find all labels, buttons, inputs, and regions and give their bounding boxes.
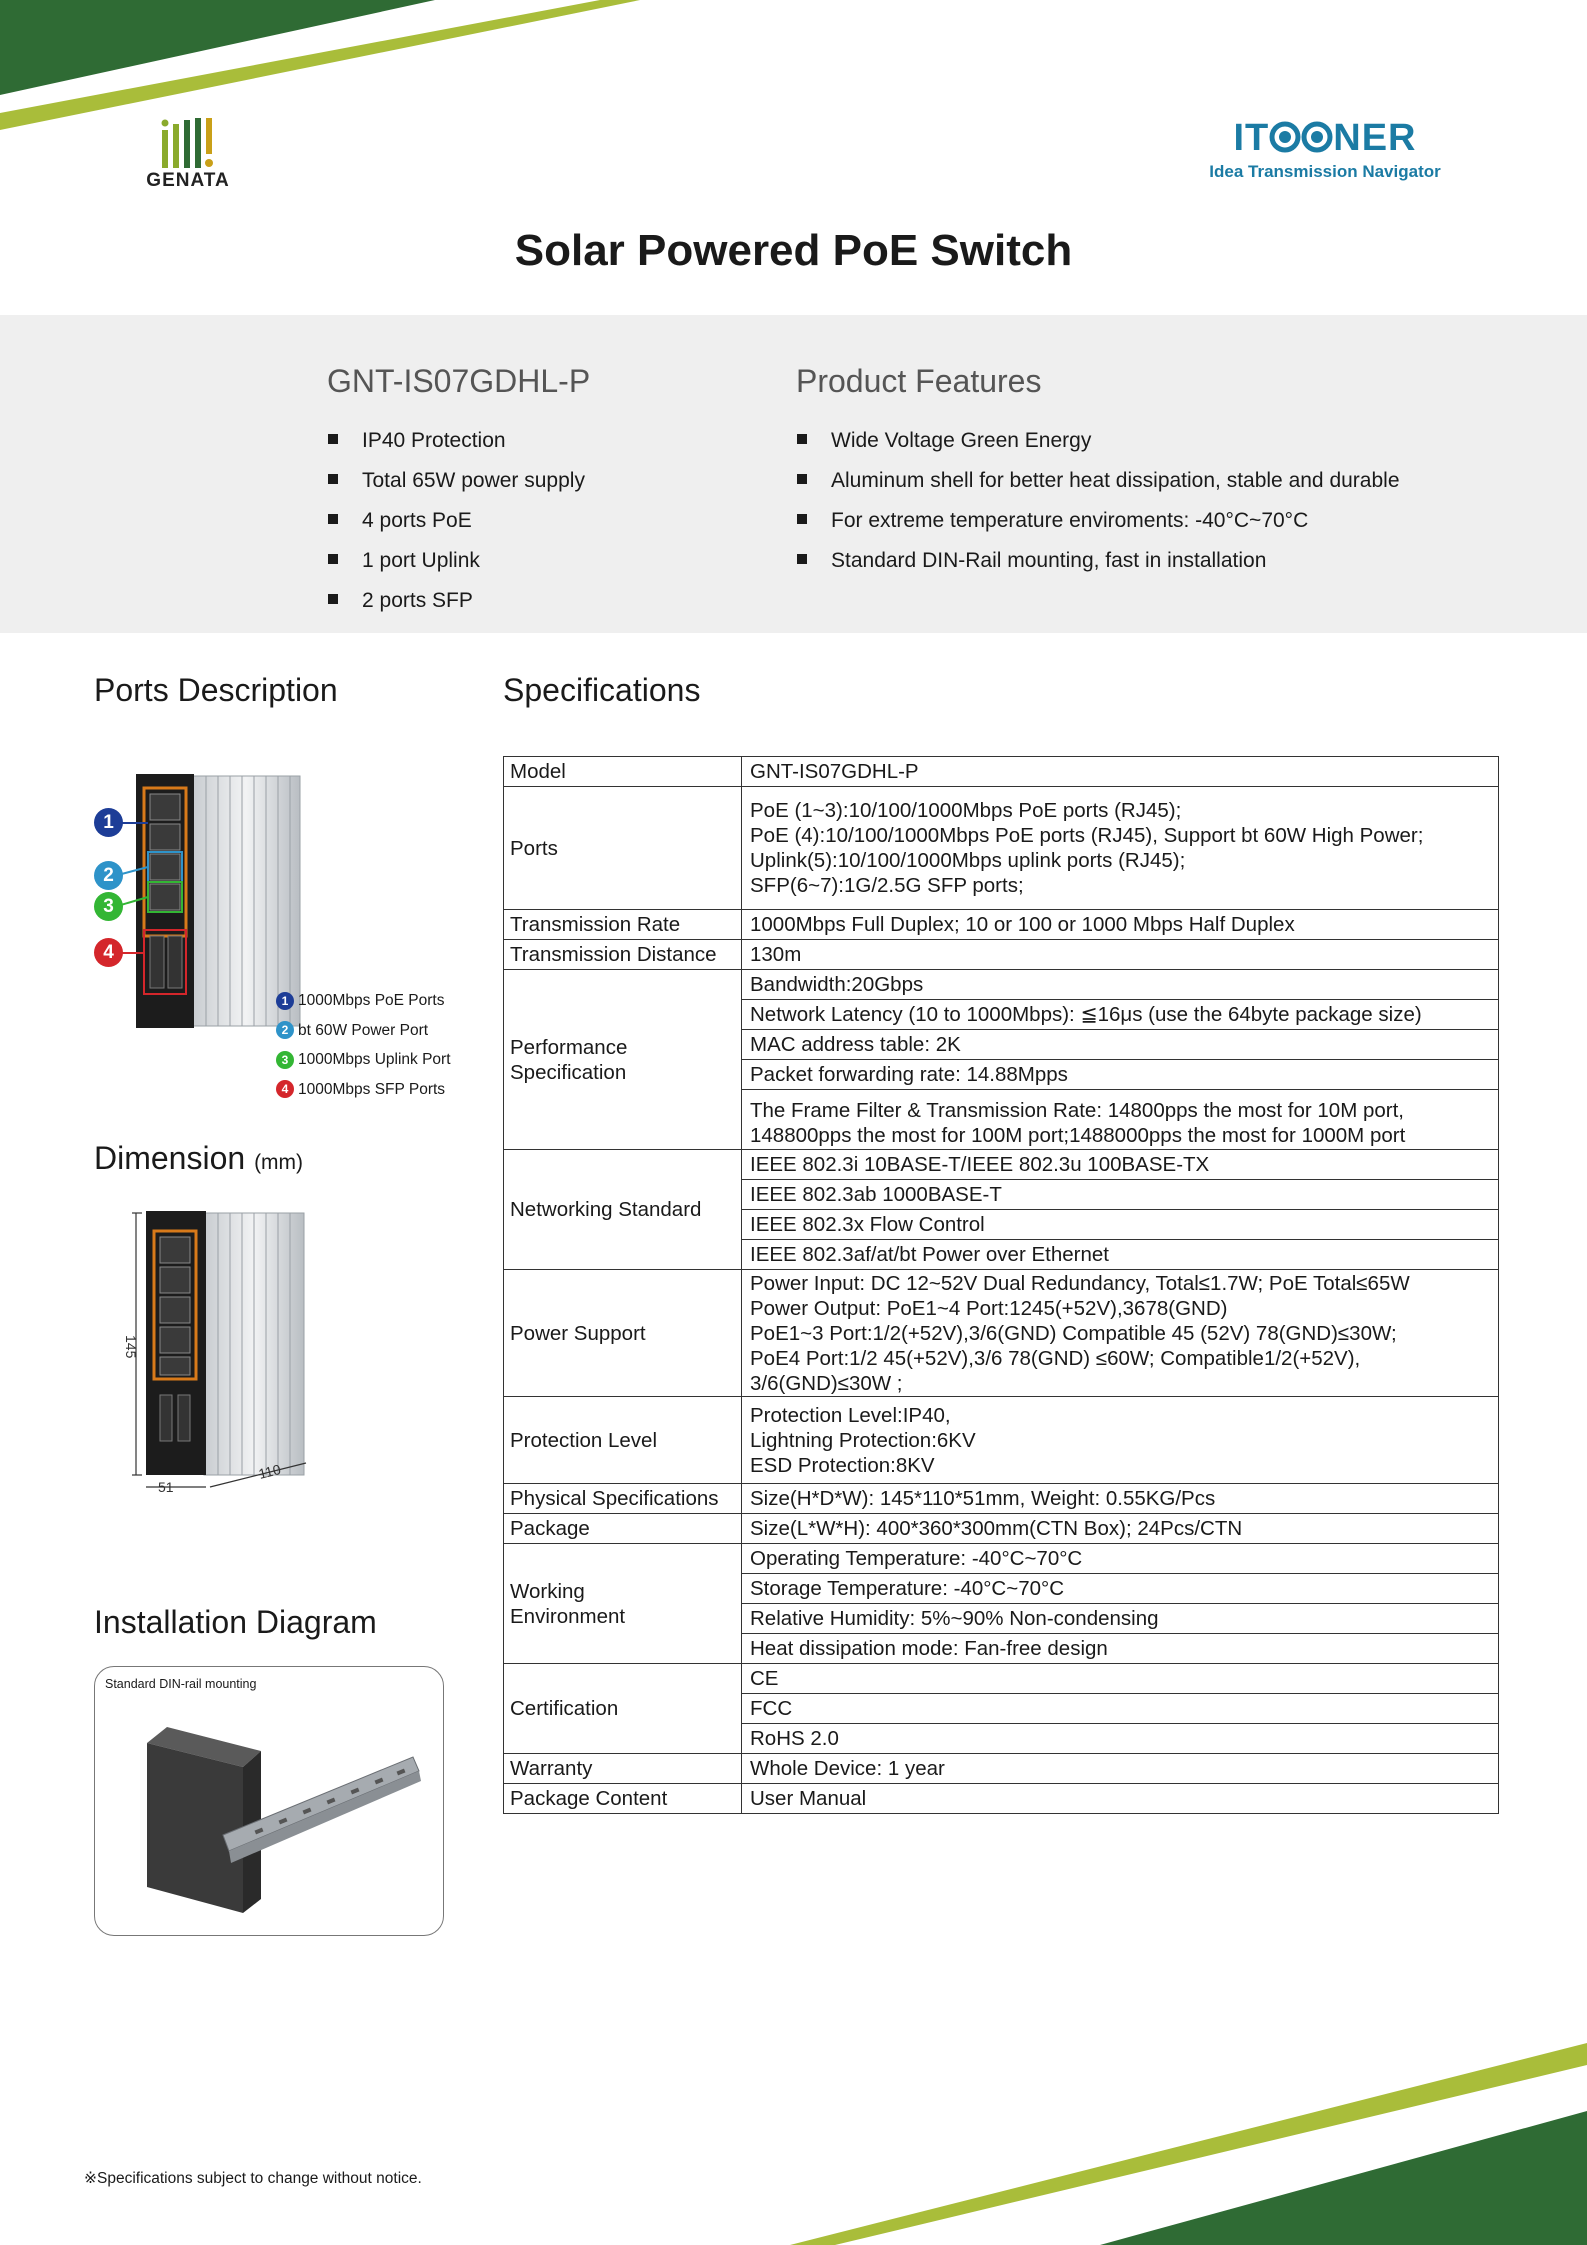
- bullet-square-icon: [328, 554, 338, 564]
- spec-value: FCC: [742, 1694, 1499, 1724]
- spec-value: CE: [742, 1664, 1499, 1694]
- spec-row: [504, 1484, 1499, 1514]
- dimension-title: [94, 1140, 303, 1177]
- spec-label: Performance Specification: [504, 970, 742, 1150]
- legend-badge: 3: [276, 1051, 294, 1069]
- model-feature-item: [328, 421, 585, 461]
- bullet-square-icon: [797, 514, 807, 524]
- bullet-square-icon: [797, 554, 807, 564]
- model-feature-item-text: 2 ports SFP: [362, 589, 473, 612]
- spec-value: PoE (1~3):10/100/1000Mbps PoE ports (RJ45); PoE (4):10/100/1000Mbps PoE ports (RJ45), Support bt 60W High Power; Uplink(5):10/100/1000Mbps uplink ports (RJ45); SFP(6~7):1G/2.5G SFP ports;: [742, 787, 1499, 910]
- spec-value: Bandwidth:20Gbps: [742, 970, 1499, 1000]
- legend-item: [276, 991, 451, 1021]
- genata-bars-icon: [160, 118, 216, 168]
- spec-row: [504, 910, 1499, 940]
- product-feature-item-text: Aluminum shell for better heat dissipation, stable and durable: [831, 469, 1400, 492]
- product-feature-item: [797, 461, 1400, 501]
- spec-value: Relative Humidity: 5%~90% Non-condensing: [742, 1604, 1499, 1634]
- spec-value: MAC address table: 2K: [742, 1030, 1499, 1060]
- spec-label: Transmission Rate: [504, 910, 742, 940]
- spec-label: Package Content: [504, 1784, 742, 1814]
- legend-item: [276, 1080, 451, 1110]
- model-feature-item: [328, 501, 585, 541]
- spec-row: [504, 1270, 1499, 1397]
- footnote: ※Specifications subject to change without notice.: [84, 2170, 422, 2187]
- installation-diagram: [94, 1666, 444, 1936]
- installation-caption: Standard DIN-rail mounting: [105, 1677, 257, 1691]
- legend-badge: 4: [276, 1080, 294, 1098]
- model-title: GNT-IS07GDHL-P: [327, 363, 591, 399]
- spec-label: Certification: [504, 1664, 742, 1754]
- spec-value: GNT-IS07GDHL-P: [742, 757, 1499, 787]
- product-features-title: Product Features: [796, 363, 1042, 399]
- spec-value: 1000Mbps Full Duplex; 10 or 100 or 1000 Mbps Half Duplex: [742, 910, 1499, 940]
- spec-label: Physical Specifications: [504, 1484, 742, 1514]
- itooner-prefix: IT: [1233, 117, 1270, 159]
- itooner-wordmark: [1180, 118, 1470, 158]
- spec-value: 130m: [742, 940, 1499, 970]
- itooner-suffix: NER: [1333, 117, 1417, 159]
- switch-front-image: [94, 770, 304, 1035]
- legend-badge: 1: [276, 992, 294, 1010]
- spec-row: [504, 1754, 1499, 1784]
- spec-value: IEEE 802.3ab 1000BASE-T: [742, 1180, 1499, 1210]
- bottom-green-stripe: [1100, 2111, 1587, 2245]
- spec-value: Heat dissipation mode: Fan-free design: [742, 1634, 1499, 1664]
- spec-value: IEEE 802.3x Flow Control: [742, 1210, 1499, 1240]
- itooner-eyes-icon: [1269, 121, 1333, 153]
- product-feature-item: [797, 501, 1400, 541]
- ports-legend: [276, 991, 451, 1109]
- model-feature-item: [328, 581, 585, 621]
- spec-value: Network Latency (10 to 1000Mbps): ≦16μs (use the 64byte package size): [742, 1000, 1499, 1030]
- bullet-square-icon: [328, 514, 338, 524]
- itooner-tagline: Idea Transmission Navigator: [1209, 162, 1441, 181]
- model-feature-item: [328, 541, 585, 581]
- installation-title: Installation Diagram: [94, 1604, 377, 1640]
- legend-item: [276, 1021, 451, 1051]
- spec-value: RoHS 2.0: [742, 1724, 1499, 1754]
- model-feature-item: [328, 461, 585, 501]
- specifications-table: [503, 756, 1499, 1814]
- port-marker-4: 4: [94, 938, 123, 967]
- spec-label: Working Environment: [504, 1544, 742, 1664]
- legend-label: 1000Mbps PoE Ports: [298, 992, 445, 1009]
- product-feature-item-text: Wide Voltage Green Energy: [831, 429, 1092, 452]
- page-title: Solar Powered PoE Switch: [514, 226, 1073, 275]
- dimension-title-text: Dimension: [94, 1140, 246, 1176]
- legend-label: 1000Mbps Uplink Port: [298, 1051, 451, 1068]
- dim-depth-label: 110: [256, 1460, 283, 1482]
- spec-label: Networking Standard: [504, 1150, 742, 1270]
- product-feature-item-text: For extreme temperature enviroments: -40°C~70°C: [831, 509, 1309, 532]
- model-feature-item-text: Total 65W power supply: [362, 469, 585, 492]
- spec-label: Warranty: [504, 1754, 742, 1784]
- spec-value: IEEE 802.3i 10BASE-T/IEEE 802.3u 100BASE-TX: [742, 1150, 1499, 1180]
- spec-row: [504, 787, 1499, 910]
- spec-row: [504, 757, 1499, 787]
- spec-label: Ports: [504, 787, 742, 910]
- dim-width-label: 51: [158, 1479, 174, 1495]
- spec-value: Protection Level:IP40, Lightning Protection:6KV ESD Protection:8KV: [742, 1397, 1499, 1484]
- spec-value: User Manual: [742, 1784, 1499, 1814]
- product-feature-list: [797, 421, 1400, 581]
- specifications-title: Specifications: [503, 672, 701, 708]
- specifications-body: [504, 757, 1499, 1814]
- spec-value: The Frame Filter & Transmission Rate: 14800pps the most for 10M port, 148800pps the most for 100M port;1488000pps the most for 1000M port: [742, 1090, 1499, 1150]
- model-feature-item-text: 1 port Uplink: [362, 549, 480, 572]
- top-green-stripe: [0, 0, 435, 95]
- spec-row: [504, 1544, 1499, 1574]
- bullet-square-icon: [797, 474, 807, 484]
- top-lime-stripe: [0, 0, 640, 130]
- legend-item: [276, 1050, 451, 1080]
- port-marker-2: 2: [94, 861, 123, 890]
- port-marker-1: 1: [94, 808, 123, 837]
- bullet-square-icon: [328, 594, 338, 604]
- spec-label: Power Support: [504, 1270, 742, 1397]
- legend-label: 1000Mbps SFP Ports: [298, 1080, 446, 1098]
- spec-value: Power Input: DC 12~52V Dual Redundancy, Total≤1.7W; PoE Total≤65W Power Output: PoE1~4 Port:1245(+52V),3678(GND) PoE1~3 Port:1/2(+52V),3/6(GND) Compatible 45 (52V) 78(GND)≤30W; PoE4 Port:1/2 45(+52V),3/6 78(GND) ≤60W; Compatible1/2(+52V), 3/6(GND)≤30W ;: [742, 1270, 1499, 1397]
- spec-value: Packet forwarding rate: 14.88Mpps: [742, 1060, 1499, 1090]
- spec-row: [504, 940, 1499, 970]
- dim-height-label: 145: [123, 1335, 139, 1359]
- genata-wordmark: GENATA: [146, 170, 230, 191]
- product-feature-item-text: Standard DIN-Rail mounting, fast in installation: [831, 549, 1267, 572]
- bottom-lime-stripe: [790, 2043, 1587, 2245]
- port-marker-3: 3: [94, 892, 123, 921]
- dimension-unit: (mm): [254, 1151, 304, 1174]
- spec-label: Model: [504, 757, 742, 787]
- spec-row: [504, 970, 1499, 1000]
- spec-value: Size(H*D*W): 145*110*51mm, Weight: 0.55KG/Pcs: [742, 1484, 1499, 1514]
- ports-description-title: Ports Description: [94, 672, 338, 708]
- legend-badge: 2: [276, 1021, 294, 1039]
- spec-value: Size(L*W*H): 400*360*300mm(CTN Box); 24Pcs/CTN: [742, 1514, 1499, 1544]
- feature-band: [0, 315, 1587, 633]
- spec-label: Transmission Distance: [504, 940, 742, 970]
- spec-row: [504, 1784, 1499, 1814]
- spec-row: [504, 1664, 1499, 1694]
- legend-label: bt 60W Power Port: [298, 1021, 429, 1039]
- spec-row: [504, 1397, 1499, 1484]
- spec-row: [504, 1150, 1499, 1180]
- din-rail-illustration: [95, 1667, 444, 1936]
- dimension-drawing: [110, 1205, 320, 1495]
- spec-value: Operating Temperature: -40°C~70°C: [742, 1544, 1499, 1574]
- model-feature-list: [328, 421, 585, 621]
- spec-value: Whole Device: 1 year: [742, 1754, 1499, 1784]
- bullet-square-icon: [328, 474, 338, 484]
- genata-logo: [140, 118, 236, 192]
- spec-label: Protection Level: [504, 1397, 742, 1484]
- bullet-square-icon: [328, 434, 338, 444]
- spec-row: [504, 1514, 1499, 1544]
- spec-value: Storage Temperature: -40°C~70°C: [742, 1574, 1499, 1604]
- bullet-square-icon: [797, 434, 807, 444]
- model-feature-item-text: 4 ports PoE: [362, 509, 472, 532]
- model-feature-item-text: IP40 Protection: [362, 429, 506, 452]
- product-feature-item: [797, 541, 1400, 581]
- spec-label: Package: [504, 1514, 742, 1544]
- itooner-logo: [1180, 118, 1470, 182]
- spec-value: IEEE 802.3af/at/bt Power over Ethernet: [742, 1240, 1499, 1270]
- product-feature-item: [797, 421, 1400, 461]
